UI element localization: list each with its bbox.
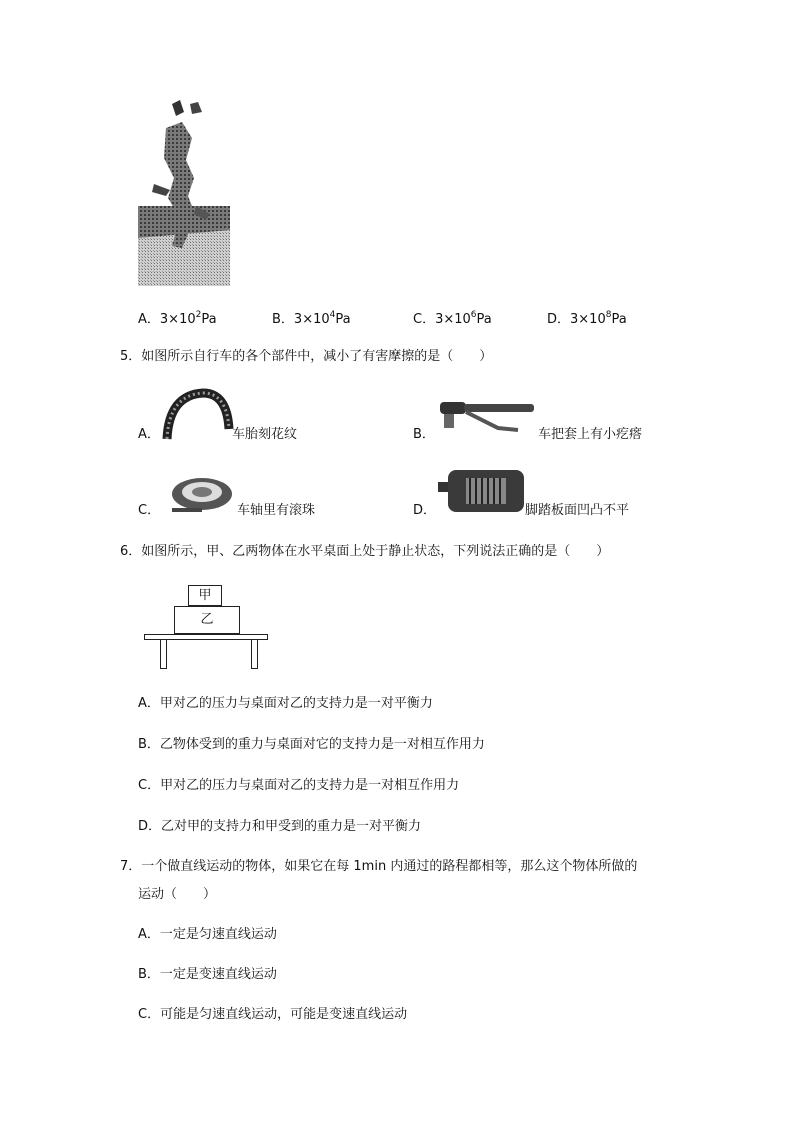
q5-option-d-letter[interactable]: D．	[413, 503, 437, 518]
q7-option-a[interactable]: A．一定是匀速直线运动	[138, 927, 277, 942]
axle-bearing-image	[166, 472, 234, 516]
q7-option-b[interactable]: B．一定是变速直线运动	[138, 967, 277, 982]
tire-image	[163, 389, 233, 441]
handlebar-image	[438, 398, 538, 438]
q4-option-b[interactable]: B．$3\times 10^4Pa$	[272, 310, 351, 327]
q5-option-b-text: 车把套上有小疙瘩	[538, 427, 643, 442]
q6-question: 6．如图所示，甲、乙两物体在水平桌面上处于静止状态，下列说法正确的是（ ）	[120, 544, 610, 559]
block-yi: 乙	[174, 606, 240, 634]
q6-option-c[interactable]: C．甲对乙的压力与桌面对乙的支持力是一对相互作用力	[138, 778, 460, 793]
q5-option-c-text: 车轴里有滚珠	[237, 503, 316, 518]
table-leg-left	[160, 640, 167, 669]
q7-option-c[interactable]: C．可能是匀速直线运动，可能是变速直线运动	[138, 1007, 408, 1022]
q6-option-b[interactable]: B．乙物体受到的重力与桌面对它的支持力是一对相互作用力	[138, 737, 485, 752]
q5-question: 5．如图所示自行车的各个部件中，减小了有害摩擦的是（ ）	[120, 349, 493, 364]
q6-option-a[interactable]: A．甲对乙的压力与桌面对乙的支持力是一对平衡力	[138, 696, 433, 711]
pedal-image	[436, 466, 528, 516]
q5-option-c-letter[interactable]: C．	[138, 503, 161, 518]
q5-option-a-text: 车胎刻花纹	[232, 427, 298, 442]
table-leg-right	[251, 640, 258, 669]
q6-option-d[interactable]: D．乙对甲的支持力和甲受到的重力是一对平衡力	[138, 819, 422, 834]
q4-option-d[interactable]: D．$3\times 10^8Pa$	[547, 310, 627, 327]
block-jia: 甲	[188, 585, 222, 606]
q4-option-a[interactable]: A．$3\times 10^2Pa$	[138, 310, 217, 327]
q4-option-c[interactable]: C．$3\times 10^6Pa$	[413, 310, 492, 327]
q5-option-a-letter[interactable]: A．	[138, 427, 160, 442]
q7-question-line1: 7．一个做直线运动的物体，如果它在每 1min 内通过的路程都相等，那么这个物体所做的	[120, 859, 638, 874]
q5-option-b-letter[interactable]: B．	[413, 427, 435, 442]
q5-option-d-text: 脚踏板面凹凸不平	[525, 503, 630, 518]
q7-question-line2: 运动（ ）	[138, 887, 217, 902]
jumping-person-photo	[136, 98, 232, 286]
